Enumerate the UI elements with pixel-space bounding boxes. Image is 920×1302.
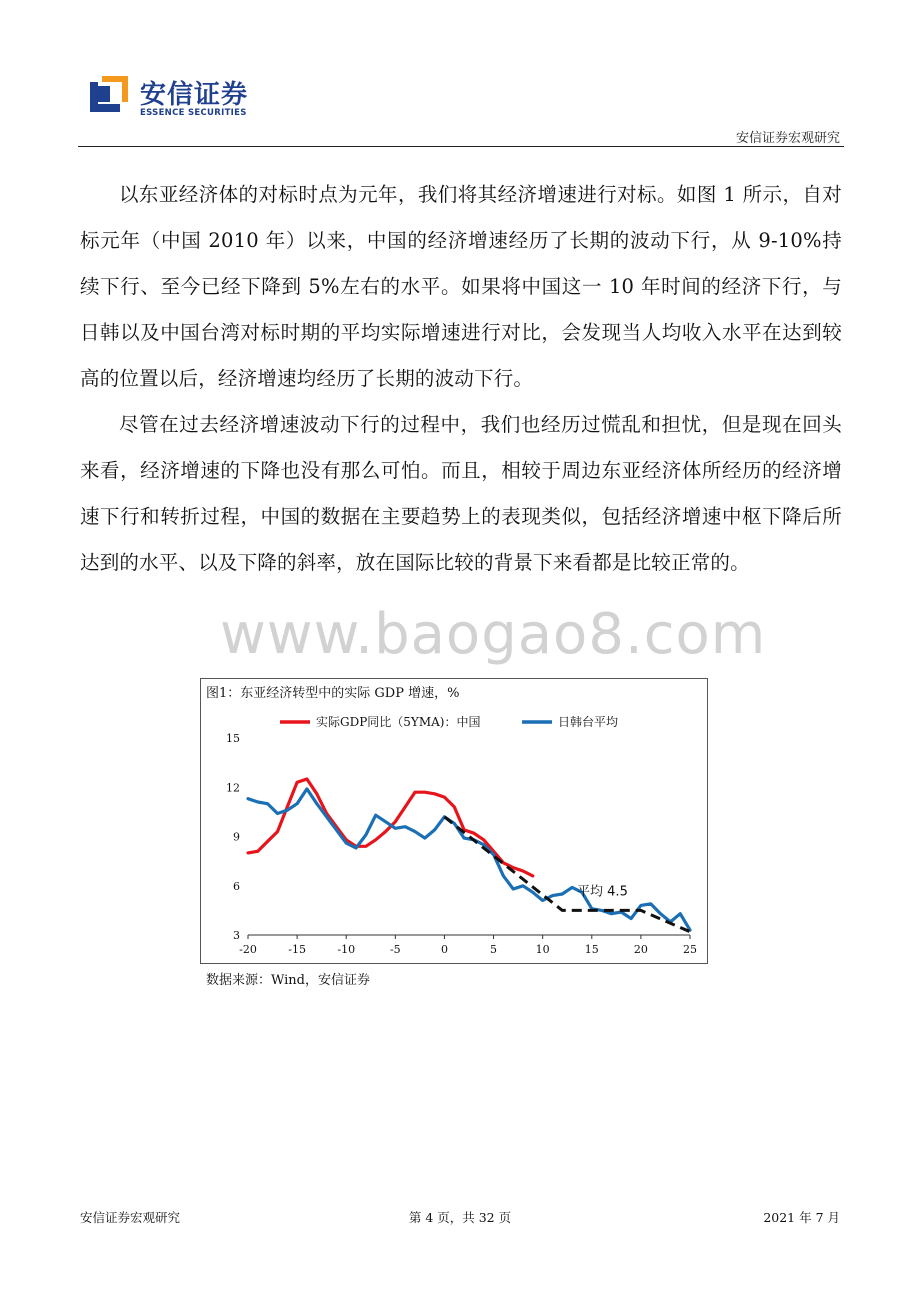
company-logo — [88, 72, 278, 124]
legend-label: 日韩台平均 — [558, 715, 619, 729]
footer-page-number: 第 4 页，共 32 页 — [408, 1210, 512, 1225]
paragraph-2: 尽管在过去经济增速波动下行的过程中，我们也经历过慌乱和担忧，但是现在回头来看，经济增速的下降也没有那么可怕。而且，相较于周边东亚经济体所经历的经济增速下行和转折过程，中国的数据在主要趋势上的表现类似，包括经济增速中枢下降后所达到的水平、以及下降的斜率，放在国际比较的背景下来看都是比较正常的。 — [80, 413, 842, 574]
footer-left: 安信证券宏观研究 — [80, 1210, 181, 1225]
x-tick-label: 25 — [683, 943, 697, 956]
x-tick-label: 20 — [633, 943, 648, 956]
x-tick-label: -5 — [389, 943, 401, 956]
paragraph-1: 以东亚经济体的对标时点为元年，我们将其经济增速进行对标。如图 1 所示，自对标元年（中国 2010 年）以来，中国的经济增速经历了长期的波动下行，从 9-10%持续下行、至今已经下降到 5%左右的水平。如果将中国这一 10 年时间的经济下行，与日韩以及中国台湾对标时期的平均实际增速进行对比，会发现当人均收入水平在达到较高的位置以后，经济增速均经历了长期的波动下行。 — [80, 183, 842, 390]
logo-mark-icon — [88, 74, 130, 114]
y-tick-label: 12 — [226, 781, 240, 795]
figure-source: 数据来源：Wind，安信证券 — [206, 973, 370, 988]
legend-label: 实际GDP同比（5YMA)：中国 — [316, 715, 481, 729]
y-tick-label: 6 — [233, 879, 240, 893]
header-divider — [78, 146, 844, 147]
x-tick-label: -20 — [239, 943, 257, 956]
figure-title: 图1：东亚经济转型中的实际 GDP 增速，% — [206, 686, 460, 701]
logo-chinese-name: 安信证券 — [140, 80, 249, 110]
y-tick-label: 9 — [233, 830, 240, 844]
x-tick-label: -15 — [288, 943, 306, 956]
annotation-label: 平均 4.5 — [577, 884, 628, 900]
footer-date: 2021 年 7 月 — [763, 1210, 840, 1225]
y-tick-label: 3 — [233, 929, 240, 942]
series-line-1 — [248, 779, 533, 876]
x-tick-label: 15 — [584, 943, 599, 956]
header-report-label: 安信证券宏观研究 — [735, 131, 840, 146]
x-tick-label: 10 — [535, 943, 550, 956]
watermark: www.baogao8.com — [220, 602, 767, 667]
trend-dashed-line — [444, 817, 690, 932]
gdp-growth-chart — [200, 700, 706, 962]
x-tick-label: 5 — [490, 943, 498, 956]
y-tick-label: 15 — [226, 732, 240, 745]
x-tick-label: -10 — [337, 943, 356, 956]
x-tick-label: 0 — [440, 943, 448, 956]
logo-english-name: ESSENCE SECURITIES — [140, 108, 247, 118]
body-text — [80, 172, 842, 586]
